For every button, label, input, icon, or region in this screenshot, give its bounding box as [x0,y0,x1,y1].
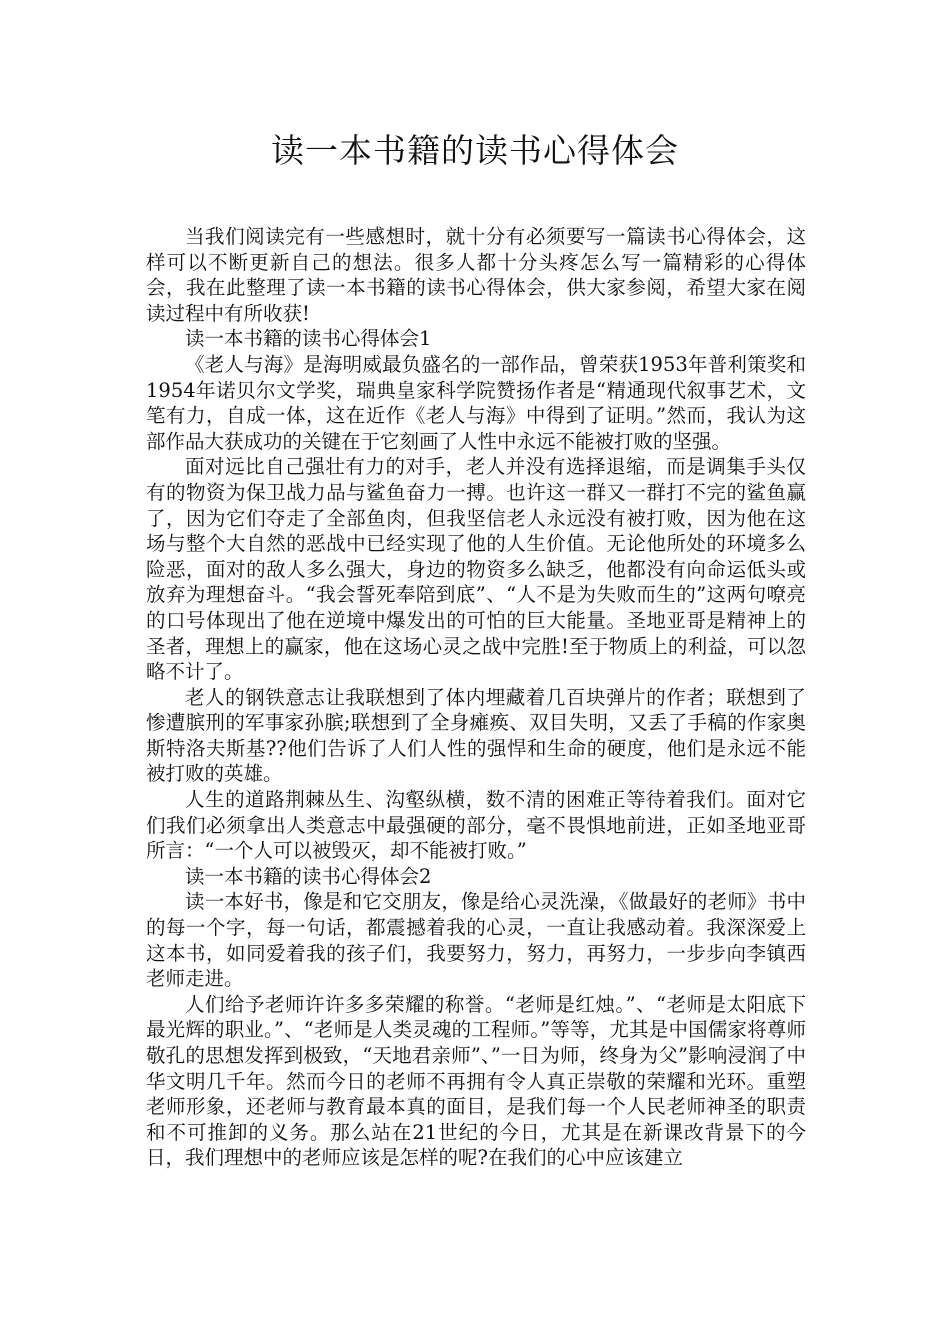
paragraph: 读一本好书，像是和它交朋友，像是给心灵洗澡，《做最好的老师》书中的每一个字，每一句话，都震撼着我的心灵，一直让我感动着。我深深爱上这本书，如同爱着我的孩子们，我要努力，努力，再努力，一步步向李镇西老师走进。 [146,890,806,991]
paragraph: 面对远比自己强壮有力的对手，老人并没有选择退缩，而是调集手头仅有的物资为保卫战力品与鲨鱼奋力一搏。也许这一群又一群打不完的鲨鱼赢了，因为它们夺走了全部鱼肉，但我坚信老人永远没有被打败，因为他在这场与整个大自然的恶战中已经实现了他的人生价值。无论他所处的环境多么险恶，面对的敌人多么强大，身边的物资多么缺乏，他都没有向命运低头或放弃为理想奋斗。“我会誓死奉陪到底”、“人不是为失败而生的”这两句嘹亮的口号体现出了他在逆境中爆发出的可怕的巨大能量。圣地亚哥是精神上的圣者，理想上的赢家，他在这场心灵之战中完胜!至于物质上的利益，可以忽略不计了。 [146,455,806,684]
section-heading-2: 读一本书籍的读书心得体会2 [185,864,432,888]
section-heading-1: 读一本书籍的读书心得体会1 [185,327,432,351]
paragraph: 人们给予老师许许多多荣耀的称誉。“老师是红烛。”、“老师是太阳底下最光辉的职业。”、“老师是人类灵魂的工程师。”等等，尤其是中国儒家将尊师敬孔的思想发挥到极致，“天地君亲师”、”一日为师，终身为父”影响浸润了中华文明几千年。然而今日的老师不再拥有令人真正崇敬的荣耀和光环。重塑老师形象，还老师与教育最本真的面目，是我们每一个人民老师神圣的职责和不可推卸的义务。那么站在21世纪的今日，尤其是在新课改背景下的今日，我们理想中的老师应该是怎样的呢?在我们的心中应该建立 [146,992,806,1170]
paragraph: 《老人与海》是海明威最负盛名的一部作品，曾荣获1953年普利策奖和1954年诺贝尔文学奖，瑞典皇家科学院赞扬作者是“精通现代叙事艺术，文笔有力，自成一体，这在近作《老人与海》中得到了证明。”然而，我认为这部作品大获成功的关键在于它刻画了人性中永远不能被打败的坚强。 [146,352,806,453]
paragraph: 老人的钢铁意志让我联想到了体内埋藏着几百块弹片的作者；联想到了惨遭膑刑的军事家孙膑;联想到了全身瘫痪、双目失明，又丢了手稿的作家奥斯特洛夫斯基??他们告诉了人们人性的强悍和生命的硬度，他们是永远不能被打败的英雄。 [146,685,806,786]
document-title: 读一本书籍的读书心得体会 [271,131,679,170]
paragraph: 人生的道路荆棘丛生、沟壑纵横，数不清的困难正等待着我们。面对它们我们必须拿出人类意志中最强硬的部分，毫不畏惧地前进，正如圣地亚哥所言：“一个人可以被毁灭，却不能被打败。” [146,788,806,863]
document-body [146,224,806,1171]
paragraph-intro: 当我们阅读完有一些感想时，就十分有必须要写一篇读书心得体会，这样可以不断更新自己的想法。很多人都十分头疼怎么写一篇精彩的心得体会，我在此整理了读一本书籍的读书心得体会，供大家参阅，希望大家在阅读过程中有所收获! [146,225,806,325]
